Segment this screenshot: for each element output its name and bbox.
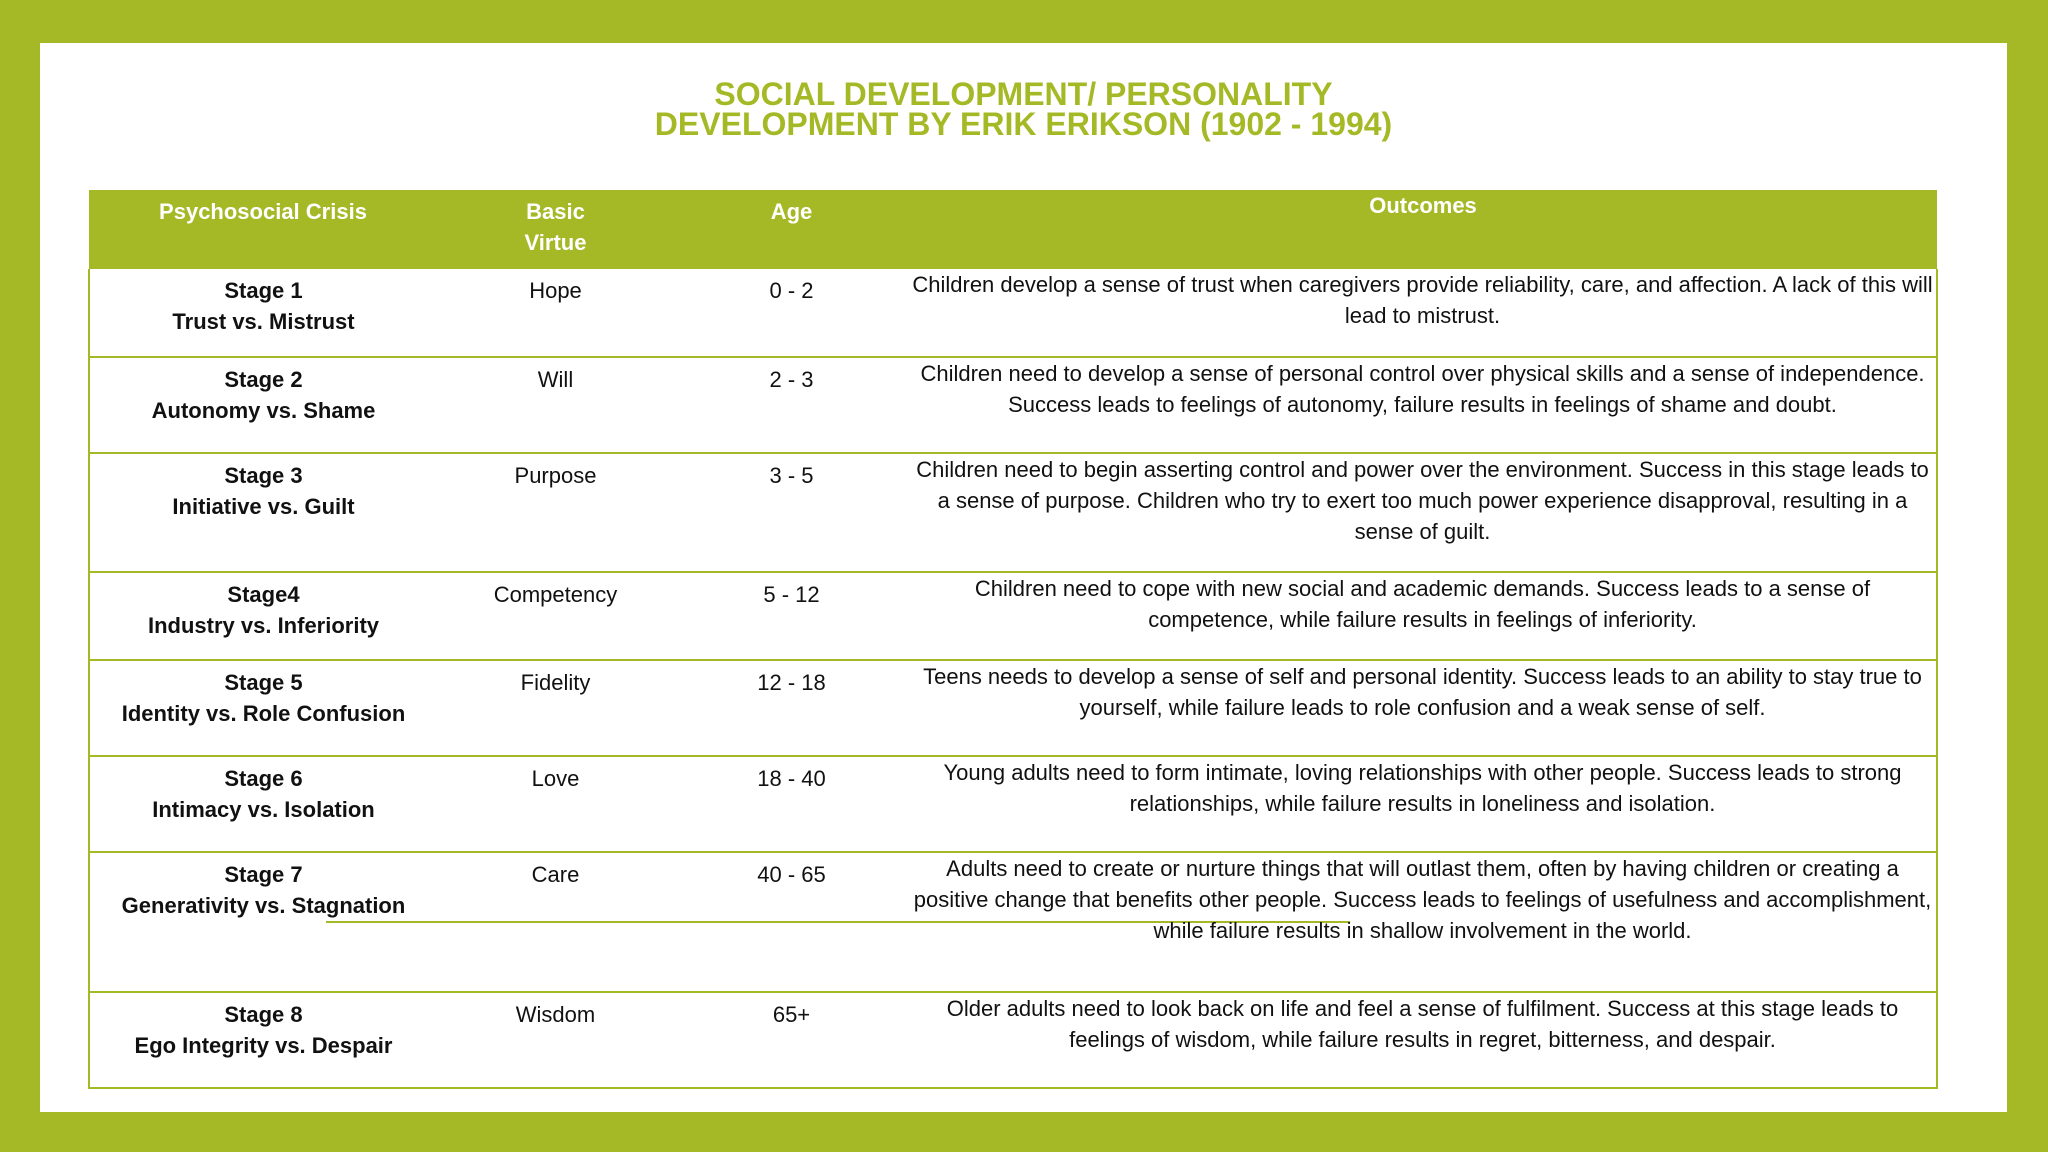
title-line-1: SOCIAL DEVELOPMENT/ PERSONALITY — [714, 76, 1333, 112]
virtue-cell: Competency — [437, 572, 674, 660]
outcome-cell: Children need to cope with new social and academic demands. Success leads to a sense of competence, while failure results in feelings of inferiority. — [909, 572, 1937, 660]
stage-number: Stage4 — [227, 582, 300, 607]
crisis-cell — [89, 660, 437, 756]
table-header-row — [89, 190, 1937, 269]
age-cell: 65+ — [674, 992, 909, 1088]
table-row — [89, 453, 1937, 572]
stage-number: Stage 2 — [224, 367, 303, 392]
virtue-cell: Will — [437, 357, 674, 453]
age-cell: 5 - 12 — [674, 572, 909, 660]
virtue-cell: Love — [437, 756, 674, 852]
stage-number: Stage 6 — [224, 766, 303, 791]
outcome-cell: Young adults need to form intimate, loving relationships with other people. Success leads to strong relationships, while failure results in loneliness and isolation. — [909, 756, 1937, 852]
outcome-cell: Teens needs to develop a sense of self and personal identity. Success leads to an ability to stay true to yourself, while failure leads to role confusion and a weak sense of self. — [909, 660, 1937, 756]
table-row — [89, 756, 1937, 852]
crisis-name: Autonomy vs. Shame — [151, 398, 376, 423]
header-psychosocial-crisis: Psychosocial Crisis — [89, 190, 437, 269]
crisis-cell — [89, 852, 437, 992]
age-cell: 0 - 2 — [674, 269, 909, 357]
outcome-cell: Older adults need to look back on life and feel a sense of fulfilment. Success at this stage leads to feelings of wisdom, while failure results in regret, bitterness, and despair. — [909, 992, 1937, 1088]
header-virtue-line1: Basic — [526, 199, 585, 224]
header-outcomes: Outcomes — [909, 190, 1937, 269]
stage-number: Stage 7 — [224, 862, 303, 887]
outcome-cell: Children develop a sense of trust when caregivers provide reliability, care, and affection. A lack of this will lead to mistrust. — [909, 269, 1937, 357]
header-basic-virtue — [437, 190, 674, 269]
title-line-2: DEVELOPMENT BY ERIK ERIKSON (1902 - 1994) — [654, 106, 1393, 142]
table-row — [89, 992, 1937, 1088]
age-cell: 3 - 5 — [674, 453, 909, 572]
header-virtue-line2: Virtue — [524, 230, 587, 255]
crisis-name: Ego Integrity vs. Despair — [134, 1033, 393, 1058]
virtue-cell: Fidelity — [437, 660, 674, 756]
stage-number: Stage 5 — [224, 670, 303, 695]
age-cell: 12 - 18 — [674, 660, 909, 756]
slide-title — [40, 76, 2007, 142]
virtue-cell: Wisdom — [437, 992, 674, 1088]
table-row — [89, 269, 1937, 357]
crisis-name: Trust vs. Mistrust — [172, 309, 355, 334]
outcome-cell: Children need to develop a sense of personal control over physical skills and a sense of independence. Success leads to feelings of autonomy, failure results in feelings of shame and doubt. — [909, 357, 1937, 453]
outcome-cell: Adults need to create or nurture things that will outlast them, often by having children or creating a positive change that benefits other people. Success leads to feelings of usefulness and accomplishment, while failure results in shallow involvement in the world. — [909, 852, 1937, 992]
crisis-name: Intimacy vs. Isolation — [152, 797, 375, 822]
age-cell: 2 - 3 — [674, 357, 909, 453]
age-cell: 18 - 40 — [674, 756, 909, 852]
table-row — [89, 660, 1937, 756]
stage-number: Stage 1 — [224, 278, 303, 303]
virtue-cell: Hope — [437, 269, 674, 357]
erikson-stages-table — [88, 190, 1936, 1089]
stage-number: Stage 3 — [224, 463, 303, 488]
crisis-name: Industry vs. Inferiority — [147, 613, 380, 638]
crisis-cell — [89, 269, 437, 357]
table-row — [89, 852, 1937, 992]
slide — [40, 43, 2007, 1112]
crisis-cell — [89, 572, 437, 660]
crisis-name: Generativity vs. Stagnation — [121, 893, 406, 918]
table-row — [89, 572, 1937, 660]
crisis-cell — [89, 756, 437, 852]
virtue-cell: Care — [437, 852, 674, 992]
outcome-cell: Children need to begin asserting control and power over the environment. Success in this stage leads to a sense of purpose. Children who try to exert too much power experience disapproval, resulting in a sense of guilt. — [909, 453, 1937, 572]
crisis-cell — [89, 357, 437, 453]
crisis-name: Initiative vs. Guilt — [172, 494, 355, 519]
table-row — [89, 357, 1937, 453]
stage-number: Stage 8 — [224, 1002, 303, 1027]
crisis-cell — [89, 453, 437, 572]
stages-table — [88, 190, 1938, 1089]
crisis-cell — [89, 992, 437, 1088]
crisis-name: Identity vs. Role Confusion — [121, 701, 406, 726]
virtue-cell: Purpose — [437, 453, 674, 572]
age-cell: 40 - 65 — [674, 852, 909, 992]
header-age: Age — [674, 190, 909, 269]
